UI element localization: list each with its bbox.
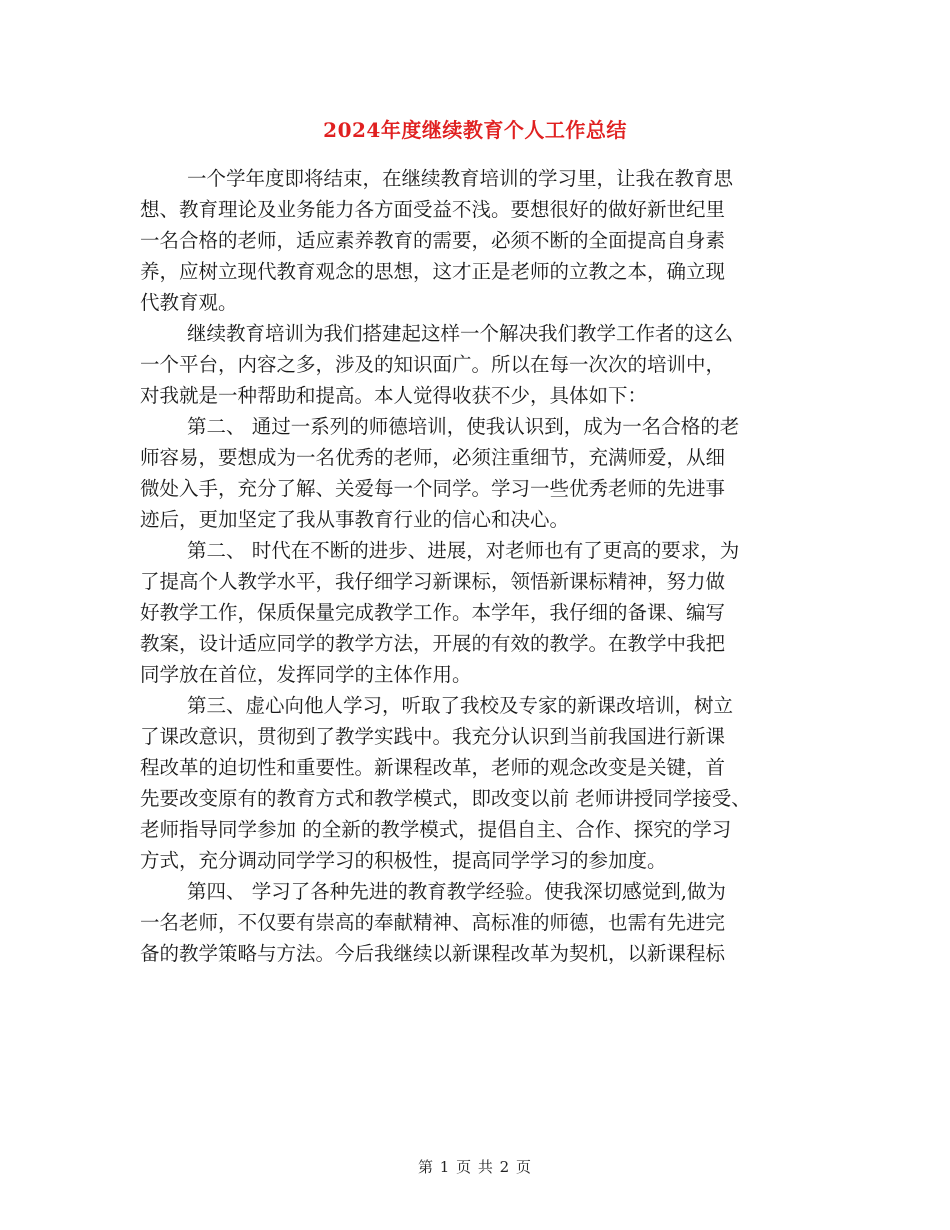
text-line: 第四、 学习了各种先进的教育教学经验。使我深切感觉到,做为	[187, 880, 726, 903]
paragraph-3	[140, 411, 830, 535]
text-line: 备的教学策略与方法。今后我继续以新课程改革为契机，以新课程标	[140, 942, 726, 965]
paragraph-2	[140, 318, 830, 411]
text-line: 了提高个人教学水平，我仔细学习新课标，领悟新课标精神，努力做	[140, 570, 726, 593]
text-line: 微处入手，充分了解、关爱每一个同学。学习一些优秀老师的先进事	[140, 477, 726, 500]
document-body	[140, 163, 830, 969]
text-line: 好教学工作，保质保量完成教学工作。本学年，我仔细的备课、编写	[140, 601, 726, 624]
text-line: 想、教育理论及业务能力各方面受益不浅。要想很好的做好新世纪里	[140, 198, 726, 221]
text-line: 一个平台，内容之多，涉及的知识面广。所以在每一次次的培训中，	[140, 353, 726, 376]
text-line: 程改革的迫切性和重要性。新课程改革，老师的观念改变是关键，首	[140, 756, 726, 779]
text-line: 教案，设计适应同学的教学方法，开展的有效的教学。在教学中我把	[140, 632, 726, 655]
text-line: 方式，充分调动同学学习的积极性，提高同学学习的参加度。	[140, 849, 667, 872]
text-line: 了课改意识，贯彻到了教学实践中。我充分认识到当前我国进行新课	[140, 725, 726, 748]
text-line: 代教育观。	[140, 291, 238, 314]
text-line: 迹后，更加坚定了我从事教育行业的信心和决心。	[140, 508, 570, 531]
text-line: 先要改变原有的教育方式和教学模式，即改变以前 老师讲授同学接受、	[140, 787, 751, 810]
text-line: 第三、虚心向他人学习，听取了我校及专家的新课改培训，树立	[187, 694, 734, 717]
text-line: 师容易，要想成为一名优秀的老师，必须注重细节，充满师爱，从细	[140, 446, 726, 469]
paragraph-1	[140, 163, 830, 318]
text-line: 一名老师，不仅要有崇高的奉献精神、高标准的师德，也需有先进完	[140, 911, 726, 934]
text-line: 同学放在首位，发挥同学的主体作用。	[140, 663, 472, 686]
text-line: 老师指导同学参加 的全新的教学模式，提倡自主、合作、探究的学习	[140, 818, 732, 841]
text-line: 第二、 通过一系列的师德培训，使我认识到，成为一名合格的老	[187, 415, 740, 438]
document-title: 2024年度继续教育个人工作总结	[323, 118, 627, 142]
text-line: 养，应树立现代教育观念的思想，这才正是老师的立教之本，确立现	[140, 260, 726, 283]
text-line: 对我就是一种帮助和提高。本人觉得收获不少，具体如下：	[140, 384, 648, 407]
text-line: 继续教育培训为我们搭建起这样一个解决我们教学工作者的这么	[187, 322, 734, 345]
text-line: 一个学年度即将结束，在继续教育培训的学习里，让我在教育思	[187, 167, 734, 190]
text-line: 一名合格的老师，适应素养教育的需要，必须不断的全面提高自身素	[140, 229, 726, 252]
page-number-footer: 第 1 页 共 2 页	[418, 1158, 532, 1176]
paragraph-4	[140, 535, 830, 690]
paragraph-5	[140, 690, 830, 876]
text-line: 第二、 时代在不断的进步、进展，对老师也有了更高的要求，为	[187, 539, 740, 562]
paragraph-6	[140, 876, 830, 969]
